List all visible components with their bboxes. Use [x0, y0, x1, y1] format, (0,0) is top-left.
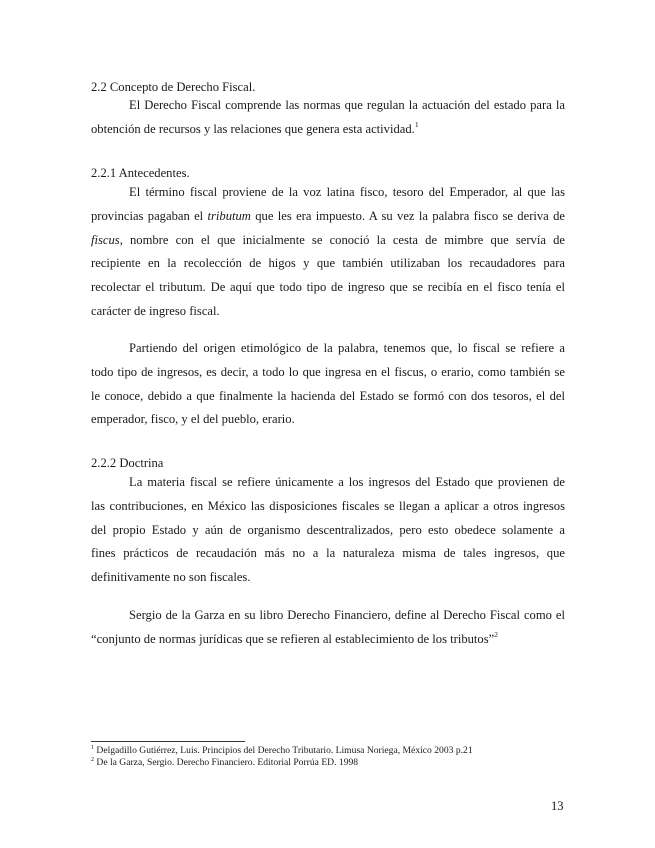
text-line: recolectar el tributum. De aquí que todo tipo de ingreso que se recibía en el fisco tenía el [91, 280, 565, 294]
paragraph-antecedentes-1 [91, 181, 565, 324]
text-line: recipiente en la recolección de higos y que también utilizaban los recaudadores para [91, 256, 565, 271]
footnote-1: $^1$ Delgadillo Gutiérrez, Luis. Principios del Derecho Tributario. Limusa Noriega, México 2003 p.21 [91, 745, 473, 756]
page-number: 13 [551, 799, 564, 813]
text-line: Sergio de la Garza en su libro Derecho Financiero, define al Derecho Fiscal como el [129, 608, 565, 622]
emphasis-fiscus: fiscus [91, 232, 120, 247]
text-line: obtención de recursos y las relaciones que genera esta actividad.$^1$ [91, 120, 419, 136]
text-line: del propio Estado y aún de organismo descentralizados, pero esto obedece solamente a [91, 522, 565, 537]
text-line: fines prácticos de recaudación más no a la naturaleza misma de tales ingresos, que [91, 546, 565, 561]
paragraph-doctrina-2 [91, 604, 565, 652]
text-line: fiscus, nombre con el que inicialmente se conoció la cesta de mimbre que servía de [91, 232, 565, 247]
paragraph-concepto [91, 93, 565, 141]
text-line: Partiendo del origen etimológico de la palabra, tenemos que, lo fiscal se refiere a [129, 341, 565, 355]
paragraph-doctrina-1 [91, 471, 565, 590]
paragraph-antecedentes-2 [91, 337, 565, 432]
text-line: “conjunto de normas jurídicas que se refieren al establecimiento de los tributos”$^2$ [91, 629, 498, 646]
text-line: carácter de ingreso fiscal. [91, 303, 220, 318]
text-line: La materia fiscal se refiere únicamente a los ingresos del Estado que provienen de [129, 475, 565, 489]
emphasis-tributum: tributum [207, 208, 251, 223]
section-heading-2-2-2: 2.2.2 Doctrina [91, 456, 164, 470]
text-line: provincias pagaban el tributum que les era impuesto. A su vez la palabra fisco se deriva de [91, 208, 565, 223]
footnote-2: $^2$ De la Garza, Sergio. Derecho Financiero. Editorial Porrúa ED. 1998 [91, 757, 359, 768]
text-line: las contribuciones, en México las disposiciones fiscales se llegan a aplicar a otros ingresos [91, 498, 565, 513]
footnote-ref-1: 1 [414, 120, 419, 129]
footnote-ref-2: 2 [494, 629, 498, 639]
text-line: El Derecho Fiscal comprende las normas que regulan la actuación del estado para la [129, 98, 565, 112]
footnote-divider [91, 741, 245, 742]
text-line: El término fiscal proviene de la voz latina fisco, tesoro del Emperador, al que las [129, 185, 565, 199]
section-heading-2-2-1: 2.2.1 Antecedentes. [91, 166, 190, 180]
text-line: definitivamente no son fiscales. [91, 570, 251, 584]
text-line: todo tipo de ingresos, es decir, a todo lo que ingresa en el fiscus, o erario, como también se [91, 364, 565, 379]
text-line: emperador, fisco, y el del pueblo, erario. [91, 412, 295, 427]
section-heading-2-2: 2.2 Concepto de Derecho Fiscal. [91, 80, 256, 94]
text-line: le conoce, debido a que finalmente la hacienda del Estado se formó con dos tesoros, el del [91, 388, 565, 403]
